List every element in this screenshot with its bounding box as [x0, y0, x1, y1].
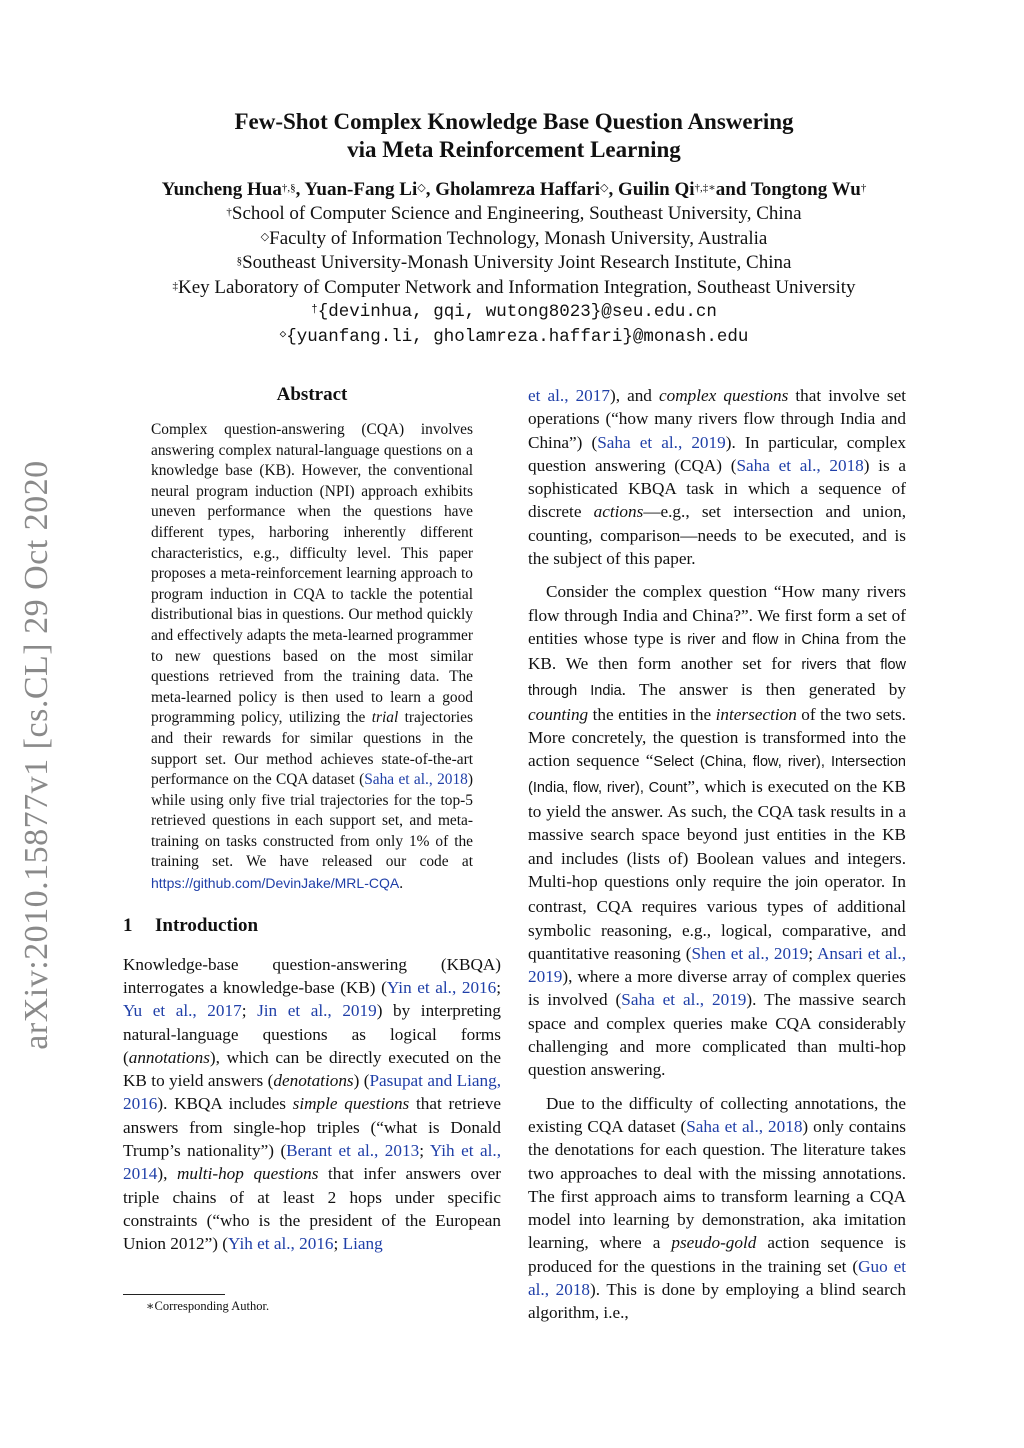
- citation-link[interactable]: Saha et al., 2018: [686, 1116, 803, 1136]
- author-mark: ◇: [600, 182, 609, 194]
- affiliation-mark: ◇: [260, 230, 270, 243]
- email-text: {yuanfang.li, gholamreza.haffari}@monash.edu: [286, 326, 749, 347]
- citation-link[interactable]: et al., 2017: [528, 386, 610, 405]
- citation-link[interactable]: Saha et al., 2019: [621, 990, 747, 1010]
- abstract-part: Complex question-answering (CQA) involves answering complex natural-language questions on a knowledge base (KB). However, the conventional neural program induction (NPI) approach exhibits uneven performance when the questions have different types, harboring inherently different characteristics, e.g., difficulty level. This paper proposes a meta-reinforcement learning approach to program induction in CQA to tackle the potential distributional bias in questions. Our method quickly and effectively adapts the meta-learned programmer to new questions based on the most similar questions retrieved from the training data. The meta-learned policy is then used to learn a good programming policy, utilizing the: [151, 421, 473, 727]
- citation-link[interactable]: Saha et al., 2018: [736, 455, 864, 475]
- author-name: Gholamreza Haffari: [435, 179, 600, 200]
- email-line: [100, 300, 928, 325]
- code-url-link[interactable]: https://github.com/DevinJake/MRL-CQA: [151, 875, 400, 892]
- footnote-rule: [123, 1294, 225, 1295]
- citation-link[interactable]: Shen et al., 2019: [691, 943, 809, 963]
- email-text: {devinhua, gqi, wutong8023}@seu.edu.cn: [317, 302, 717, 322]
- citation-link[interactable]: Saha et al., 2018: [364, 771, 468, 789]
- arxiv-identifier: arXiv:2010.15877v1 [cs.CL] 29 Oct 2020: [18, 460, 55, 1050]
- affiliation-mark: §: [236, 255, 243, 267]
- title-line-2: via Meta Reinforcement Learning: [347, 137, 681, 162]
- affiliation: [100, 227, 928, 252]
- section-number: 1: [123, 914, 133, 936]
- author-name: Tongtong Wu: [750, 179, 861, 200]
- author-list: [100, 178, 928, 202]
- author-name: Guilin Qi: [617, 179, 695, 200]
- citation-link[interactable]: Yin et al., 2016: [386, 977, 497, 997]
- citation-link[interactable]: Guo et al., 2018: [528, 1256, 907, 1299]
- right-column: [528, 384, 906, 1335]
- title-line-1: Few-Shot Complex Knowledge Base Question Answering: [234, 109, 794, 134]
- paper-header: [100, 108, 928, 349]
- citation-link[interactable]: Jin et al., 2019: [257, 1001, 377, 1021]
- citation-link[interactable]: Yih et al., 2016: [228, 1234, 334, 1254]
- body-paragraph: Due to the difficulty of collecting annotations, the existing CQA dataset (Saha et al., 2018) only contains the denotations for each question. The literature takes two approaches to deal with the missing annotations. The first approach aims to transform learning a CQA model into learning by demonstration, aka imitation learning, where a pseudo-gold action sequence is produced for the questions in the training set (Guo et al., 2018). This is done by employing a blind search algorithm, i.e.,: [528, 1093, 907, 1323]
- citation-link[interactable]: Ansari et al., 2019: [528, 943, 906, 987]
- affiliation-text: Faculty of Information Technology, Monash University, Australia: [269, 227, 768, 249]
- citation-link[interactable]: Saha et al., 2019: [597, 432, 726, 452]
- author-separator: ,: [608, 179, 618, 200]
- author-name: Yuan-Fang Li: [304, 179, 418, 200]
- author-mark: †: [860, 182, 867, 194]
- arxiv-sidebar: [12, 455, 62, 1055]
- author-and: and: [715, 179, 751, 200]
- author-mark: †,§: [281, 182, 296, 194]
- section-title: Introduction: [155, 914, 259, 936]
- affiliation-mark: †: [226, 206, 232, 218]
- abstract-text: [151, 420, 473, 895]
- citation-link[interactable]: Yih et al., 2014: [123, 1141, 501, 1184]
- author-mark: †,‡∗: [694, 182, 716, 194]
- affiliation: [100, 276, 928, 301]
- author-name: Yuncheng Hua: [161, 179, 282, 200]
- abstract-part: ) while using only five trial trajectories for the top-5 retrieved questions in each support set, and meta-training on tasks constructed from only 1% of the training set. We have released our code at: [151, 771, 473, 871]
- affiliation: [100, 251, 928, 276]
- abstract-heading: Abstract: [276, 384, 348, 405]
- citation-link[interactable]: Yu et al., 2017: [123, 1001, 242, 1021]
- paper-title: [100, 108, 928, 164]
- section-heading: [123, 915, 501, 937]
- citation-link[interactable]: Pasupat and Liang, 2016: [123, 1071, 501, 1114]
- abstract-part: .: [399, 875, 404, 893]
- affiliation-text: School of Computer Science and Engineering, Southeast University, China: [231, 203, 802, 224]
- affiliation: [100, 202, 928, 227]
- email-mark: ◇: [279, 328, 287, 341]
- author-separator: ,: [425, 179, 436, 200]
- citation-link[interactable]: Berant et al., 2013: [286, 1141, 420, 1161]
- affiliation-text: Key Laboratory of Computer Network and Information Integration, Southeast University: [178, 276, 856, 298]
- footnote: ∗Corresponding Author.: [146, 1299, 270, 1313]
- left-column: [123, 384, 501, 1256]
- affiliation-text: Southeast University-Monash University Joint Research Institute, China: [242, 252, 792, 273]
- citation-link[interactable]: Liang: [342, 1234, 383, 1254]
- author-separator: ,: [295, 179, 305, 200]
- affiliation-mark: ‡: [172, 279, 178, 292]
- abstract-part: trajectories and their rewards for similar questions in the support set. Our method achieves state-of-the-art performance on the CQA dataset (: [151, 709, 473, 789]
- body-paragraph: et al., 2017), and complex questions that involve set operations (“how many rivers flow through India and China”) (Saha et al., 2019). In particular, complex question answering (CQA) (Saha et al., 2018) is a sophisticated KBQA task in which a sequence of discrete actions—e.g., set intersection and union, counting, comparison—needs to be executed, and is the subject of this paper.: [528, 386, 907, 569]
- email-mark: †: [311, 304, 318, 316]
- intro-paragraph: Knowledge-base question-answering (KBQA) interrogates a knowledge-base (KB) (Yin et al., 2016; Yu et al., 2017; Jin et al., 2019) by interpreting natural-language questions as logical forms (annotations), which can be directly executed on the KB to yield answers (denotations) (Pasupat and Liang, 2016). KBQA includes simple questions that retrieve answers from single-hop triples (“what is Donald Trump’s nationality”) (Berant et al., 2013; Yih et al., 2014), multi-hop questions that infer answers over triple chains of at least 2 hops under specific constraints (“who is the president of the European Union 2012”) (Yih et al., 2016; Liang: [123, 954, 502, 1254]
- body-paragraph: Consider the complex question “How many rivers flow through India and China?”. We first form a set of entities whose type is river and flow in China from the KB. We then form another set for rivers that flow through India. The answer is then generated by counting the entities in the intersection of the two sets. More concretely, the question is transformed into the action sequence “Select (China, flow, river), Intersection (India, flow, river), Count”, which is executed on the KB to yield the answer. As such, the CQA task results in a massive search space beyond just entities in the KB and includes (lists of) Boolean values and integers. Multi-hop questions only require the join operator. In contrast, CQA requires various types of additional symbolic reasoning, e.g., logical, comparative, and quantitative reasoning (Shen et al., 2019; Ansari et al., 2019), where a more diverse array of complex queries is involved (Saha et al., 2019). The massive search space and complex queries make CQA considerably challenging and more complicated than multi-hop question answering.: [528, 582, 906, 1080]
- abstract-emph: trial: [371, 709, 399, 727]
- author-mark: ◇: [417, 182, 426, 194]
- email-line: [100, 325, 928, 350]
